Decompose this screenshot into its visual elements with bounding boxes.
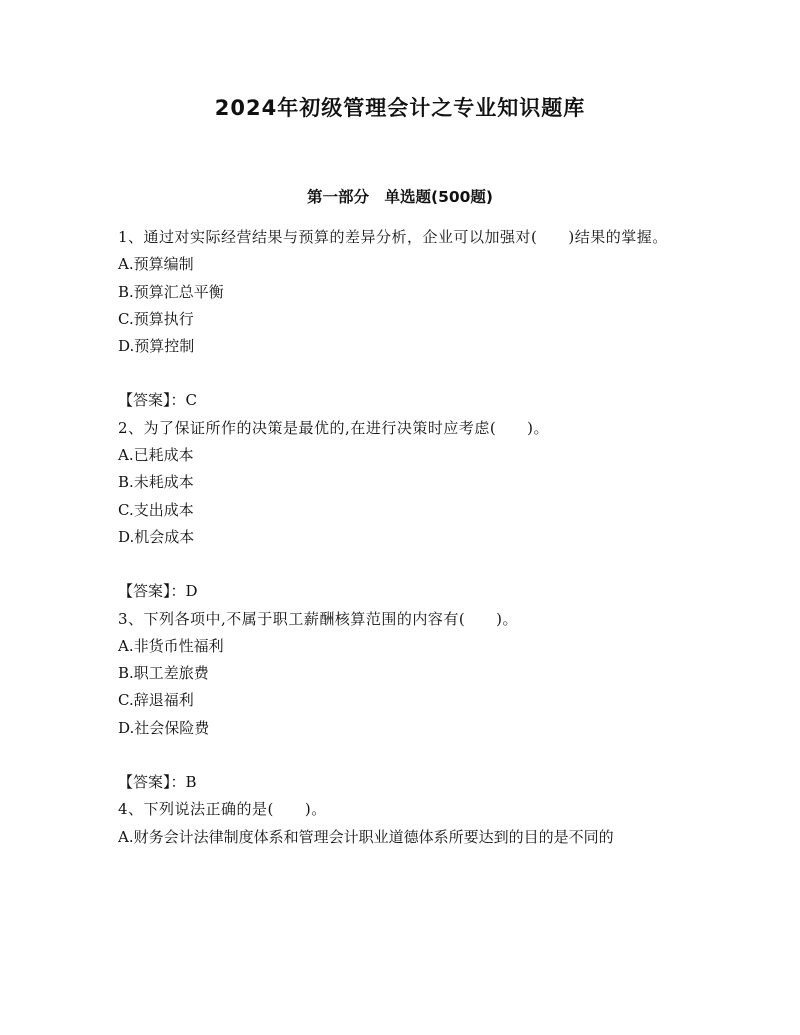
question-text: 4、下列说法正确的是( )。: [118, 800, 327, 819]
question-text: 3、下列各项中,不属于职工薪酬核算范围的内容有( )。: [118, 609, 519, 628]
section-heading: 第一部分 单选题(500题): [306, 188, 494, 206]
option-a: A.预算编制: [118, 255, 194, 274]
option-b: B.预算汇总平衡: [118, 282, 224, 301]
answer-line: 【答案】：C: [118, 391, 197, 410]
question-block: [118, 415, 678, 606]
question-text: 1、通过对实际经营结果与预算的差异分析，企业可以加强对( )结果的掌握。: [118, 228, 668, 246]
answer-line: 【答案】：B: [118, 773, 197, 792]
option-d: D.机会成本: [118, 527, 195, 546]
question-block: [118, 796, 678, 851]
option-a: A.非货币性福利: [118, 636, 224, 655]
option-b: B.职工差旅费: [118, 664, 209, 683]
option-a: A.财务会计法律制度体系和管理会计职业道德体系所要达到的目的是不同的: [118, 827, 614, 846]
question-text: 2、为了保证所作的决策是最优的,在进行决策时应考虑( )。: [118, 418, 550, 437]
question-list: [118, 224, 678, 851]
option-d: D.预算控制: [118, 337, 195, 356]
option-c: C.支出成本: [118, 500, 194, 519]
question-block: [118, 606, 678, 797]
option-d: D.社会保险费: [118, 718, 210, 737]
question-block: [118, 224, 678, 415]
option-c: C.预算执行: [118, 309, 194, 328]
option-b: B.未耗成本: [118, 473, 194, 492]
option-c: C.辞退福利: [118, 691, 194, 710]
document-title: 2024年初级管理会计之专业知识题库: [214, 96, 586, 120]
option-a: A.已耗成本: [118, 446, 194, 465]
answer-line: 【答案】：D: [118, 582, 198, 601]
